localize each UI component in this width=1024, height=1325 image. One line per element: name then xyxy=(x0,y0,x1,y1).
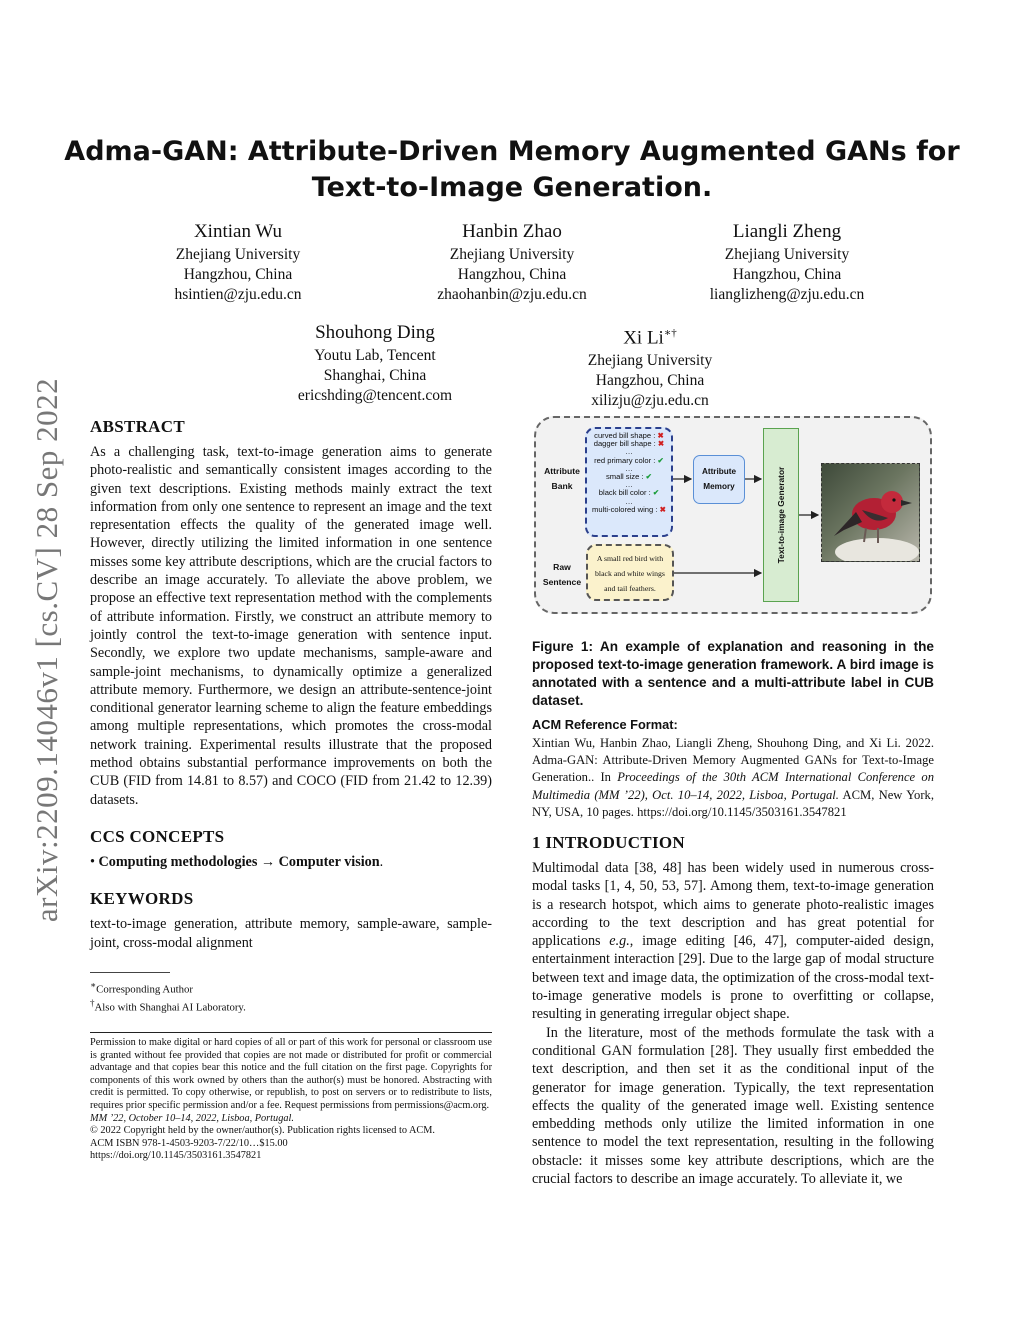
generator-label: Text-to-image Generator xyxy=(776,466,786,564)
author-affiliation: Zhejiang University xyxy=(449,246,575,263)
author-email: lianglizheng@zju.edu.cn xyxy=(709,286,865,303)
author-affiliation: Zhejiang University xyxy=(587,352,713,370)
attribute-list: curved bill shape : ✖ dagger bill shape : ✖ … red primary color : ✔ … small size : ✔ … black bill color : ✔ … multi-colored wing : ✖ xyxy=(585,427,673,537)
title-line-1: Adma-GAN: Attribute-Driven Memory Augmented GANs for xyxy=(64,136,960,167)
author-affiliation: Zhejiang University xyxy=(175,246,301,263)
abstract-heading: ABSTRACT xyxy=(90,417,185,436)
sentence-box: A small red bird with black and white wings and tail feathers. xyxy=(586,544,674,601)
introduction-section xyxy=(532,833,934,1188)
author-block xyxy=(682,219,892,305)
permission-isbn: ACM ISBN 978-1-4503-9203-7/22/10…$15.00 xyxy=(90,1137,288,1149)
ccs-line: • Computing methodologies → Computer vision. xyxy=(90,853,384,870)
footnotes xyxy=(90,979,492,1015)
acm-reference xyxy=(532,717,934,821)
left-column xyxy=(90,417,492,952)
ccs-concept: Computing methodologies xyxy=(98,853,258,870)
ccs-subconcept: Computer vision xyxy=(278,853,380,870)
check-icon: ✔ xyxy=(645,472,653,482)
author-name: Liangli Zheng xyxy=(732,221,842,242)
acm-ref-heading: ACM Reference Format: xyxy=(532,717,678,732)
author-block xyxy=(398,219,626,305)
ccs-heading: CCS CONCEPTS xyxy=(90,826,225,846)
intro-paragraph-1: Multimodal data [38, 48] has been widely used in numerous cross-modal tasks [1, 4, 50, 53, 57]. Among them, text-to-image generation is a research hotspot, which aims to generate photo-realistic images according to the text description and has great potential for applications e.g., image editing [46, 47], computer-aided design, entertainment interaction [29]. Due to the large gap of modal structure between text and image data, the optimization of the cross-modal text-to-image generative models is prone to overfitting or collapse, resulting in generating irregular object shape. xyxy=(532,860,934,1023)
permission-venue: MM ’22, October 10–14, 2022, Lisboa, Portugal. xyxy=(90,1112,294,1124)
abstract-body xyxy=(90,443,492,809)
author-location: Hangzhou, China xyxy=(457,266,567,283)
figure-caption: Figure 1: An example of explanation and reasoning in the proposed text-to-image generation framework. A bird image is annotated with a sentence and a multi-attribute label in CUB dataset. xyxy=(532,639,934,708)
check-icon: ✔ xyxy=(657,455,664,465)
author-affiliation: Youtu Lab, Tencent xyxy=(314,347,436,364)
author-block xyxy=(138,219,338,305)
cross-icon: ✖ xyxy=(659,504,666,514)
author-email: ericshding@tencent.com xyxy=(297,387,453,404)
attribute-item: dagger bill shape : ✖ xyxy=(593,439,665,449)
paper-title xyxy=(0,134,1024,206)
permission-text: Permission to make digital or hard copies of all or part of this work for personal or classroom use is granted without fee provided that copies are not made or distributed for profit or commercial advantage and that copies bear this notice and the full citation on the first page. Copyrights for components of this work owned by others than the author(s) must be honored. Abstracting with credit is permitted. To copy otherwise, or republish, to post on servers or to redistribute to lists, requires prior specific permission and/or a fee. Request permissions from permissions@acm.org. xyxy=(90,1037,492,1111)
author-name: Xintian Wu xyxy=(193,221,283,242)
author-name: Shouhong Ding xyxy=(315,322,435,343)
author-location: Hangzhou, China xyxy=(732,266,842,283)
author-affiliation: Zhejiang University xyxy=(724,246,850,263)
author-name: Hanbin Zhao xyxy=(462,221,562,242)
footnote-also-with: †Also with Shanghai AI Laboratory. xyxy=(90,998,246,1014)
check-icon: ✔ xyxy=(652,488,660,498)
permission-block xyxy=(90,1037,492,1163)
author-location: Hangzhou, China xyxy=(595,372,705,390)
ccs-arrow: → xyxy=(260,853,276,870)
bird-icon xyxy=(822,464,920,562)
author-location: Hangzhou, China xyxy=(183,266,293,283)
footnote-rule xyxy=(90,972,170,973)
cross-icon: ✖ xyxy=(657,431,664,440)
permission-doi: https://doi.org/10.1145/3503161.3547821 xyxy=(90,1150,262,1162)
intro-paragraph-2: In the literature, most of the methods formulate the task with a conditional GAN formulation [28]. They usually first embedded the text description, and then set it as the conditional input of the generator for image generation. Typically, the text representation effects the quality of the generated image well. Existing sentence embedding methods only utilize the limited information in one sentence to model the text representation, resulting in the following obstacle: it misses some key attribute descriptions, which are the crucial factors to describe an image accurately. To alleviate it, we xyxy=(532,1024,934,1188)
author-name: Xi Li∗† xyxy=(623,327,677,349)
author-location: Shanghai, China xyxy=(323,367,427,384)
ccs-bullet: • xyxy=(90,853,95,870)
attribute-item: black bill color : ✔ xyxy=(598,488,660,498)
author-block xyxy=(275,320,475,406)
author-marks: ∗† xyxy=(663,327,677,339)
arxiv-identifier: arXiv:2209.14046v1 [cs.CV] 28 Sep 2022 xyxy=(29,377,64,923)
title-line-2: Text-to-Image Generation. xyxy=(311,172,713,203)
intro-body xyxy=(532,859,934,1188)
attribute-item: curved bill shape : ✖ xyxy=(594,431,664,440)
keywords-heading: KEYWORDS xyxy=(90,889,194,909)
attribute-memory-box: Attribute Memory xyxy=(693,455,745,504)
attribute-item: multi-colored wing : ✖ xyxy=(592,504,666,514)
keywords-text: text-to-image generation, attribute memory, sample-aware, sample-joint, cross-modal alignment xyxy=(90,916,492,951)
author-email: hsintien@zju.edu.cn xyxy=(174,286,302,303)
attribute-item: red primary color : ✔ xyxy=(594,455,664,465)
permission-rule xyxy=(90,1032,492,1033)
author-email: zhaohanbin@zju.edu.cn xyxy=(437,286,587,303)
acm-ref-body: Xintian Wu, Hanbin Zhao, Liangli Zheng, Shouhong Ding, and Xi Li. 2022. Adma-GAN: Attribute-Driven Memory Augmented GANs for Text-to-Image Generation.. In Proceedings of the 30th ACM International Conference on Multimedia (MM ’22), Oct. 10–14, 2022, Lisboa, Portugal. ACM, New York, NY, USA, 10 pages. https://doi.org/10.1145/3503161.3547821 xyxy=(532,736,934,819)
raw-sentence-label: Raw Sentence xyxy=(542,562,582,587)
attribute-item: small size : ✔ xyxy=(605,472,653,482)
attribute-bank-label: Attribute Bank xyxy=(544,466,580,491)
generated-bird-image xyxy=(821,463,920,562)
permission-copyright: © 2022 Copyright held by the owner/author(s). Publication rights licensed to ACM. xyxy=(90,1125,436,1137)
author-email: xilizju@zju.edu.cn xyxy=(591,392,709,410)
author-block xyxy=(550,320,750,411)
intro-heading: 1 INTRODUCTION xyxy=(532,833,685,852)
abstract-text: As a challenging task, text-to-image generation aims to generate photo-realistic and semantically consistent images according to the given text descriptions. Existing methods mainly extract the text information from only one sentence to represent an image and the text representation effects the quality of the generated image well. However, directly utilizing the limited information in one sentence misses some key attribute descriptions, which are the crucial factors to describe an image accurately. To alleviate the above problem, we propose an effective text representation method with the complements of attribute information. Firstly, we construct an attribute memory to jointly control the text-to-image generation with sentence input. Secondly, we explore two update mechanisms, sample-aware and sample-joint mechanisms, to dynamically optimize a generalized attribute memory. Furthermore, we design an attribute-sentence-joint conditional generator learning scheme to align the feature embeddings among multiple representations, which promotes the cross-modal network training. Experimental results illustrate that the proposed method obtains substantial performance improvements on both the CUB (FID from 14.81 to 8.57) and COCO (FID from 21.42 to 12.39) datasets. xyxy=(90,444,492,808)
figure-1 xyxy=(534,416,932,614)
cross-icon: ✖ xyxy=(657,439,665,449)
keywords-body xyxy=(90,915,492,952)
footnote-corresponding: ∗Corresponding Author xyxy=(90,980,193,996)
